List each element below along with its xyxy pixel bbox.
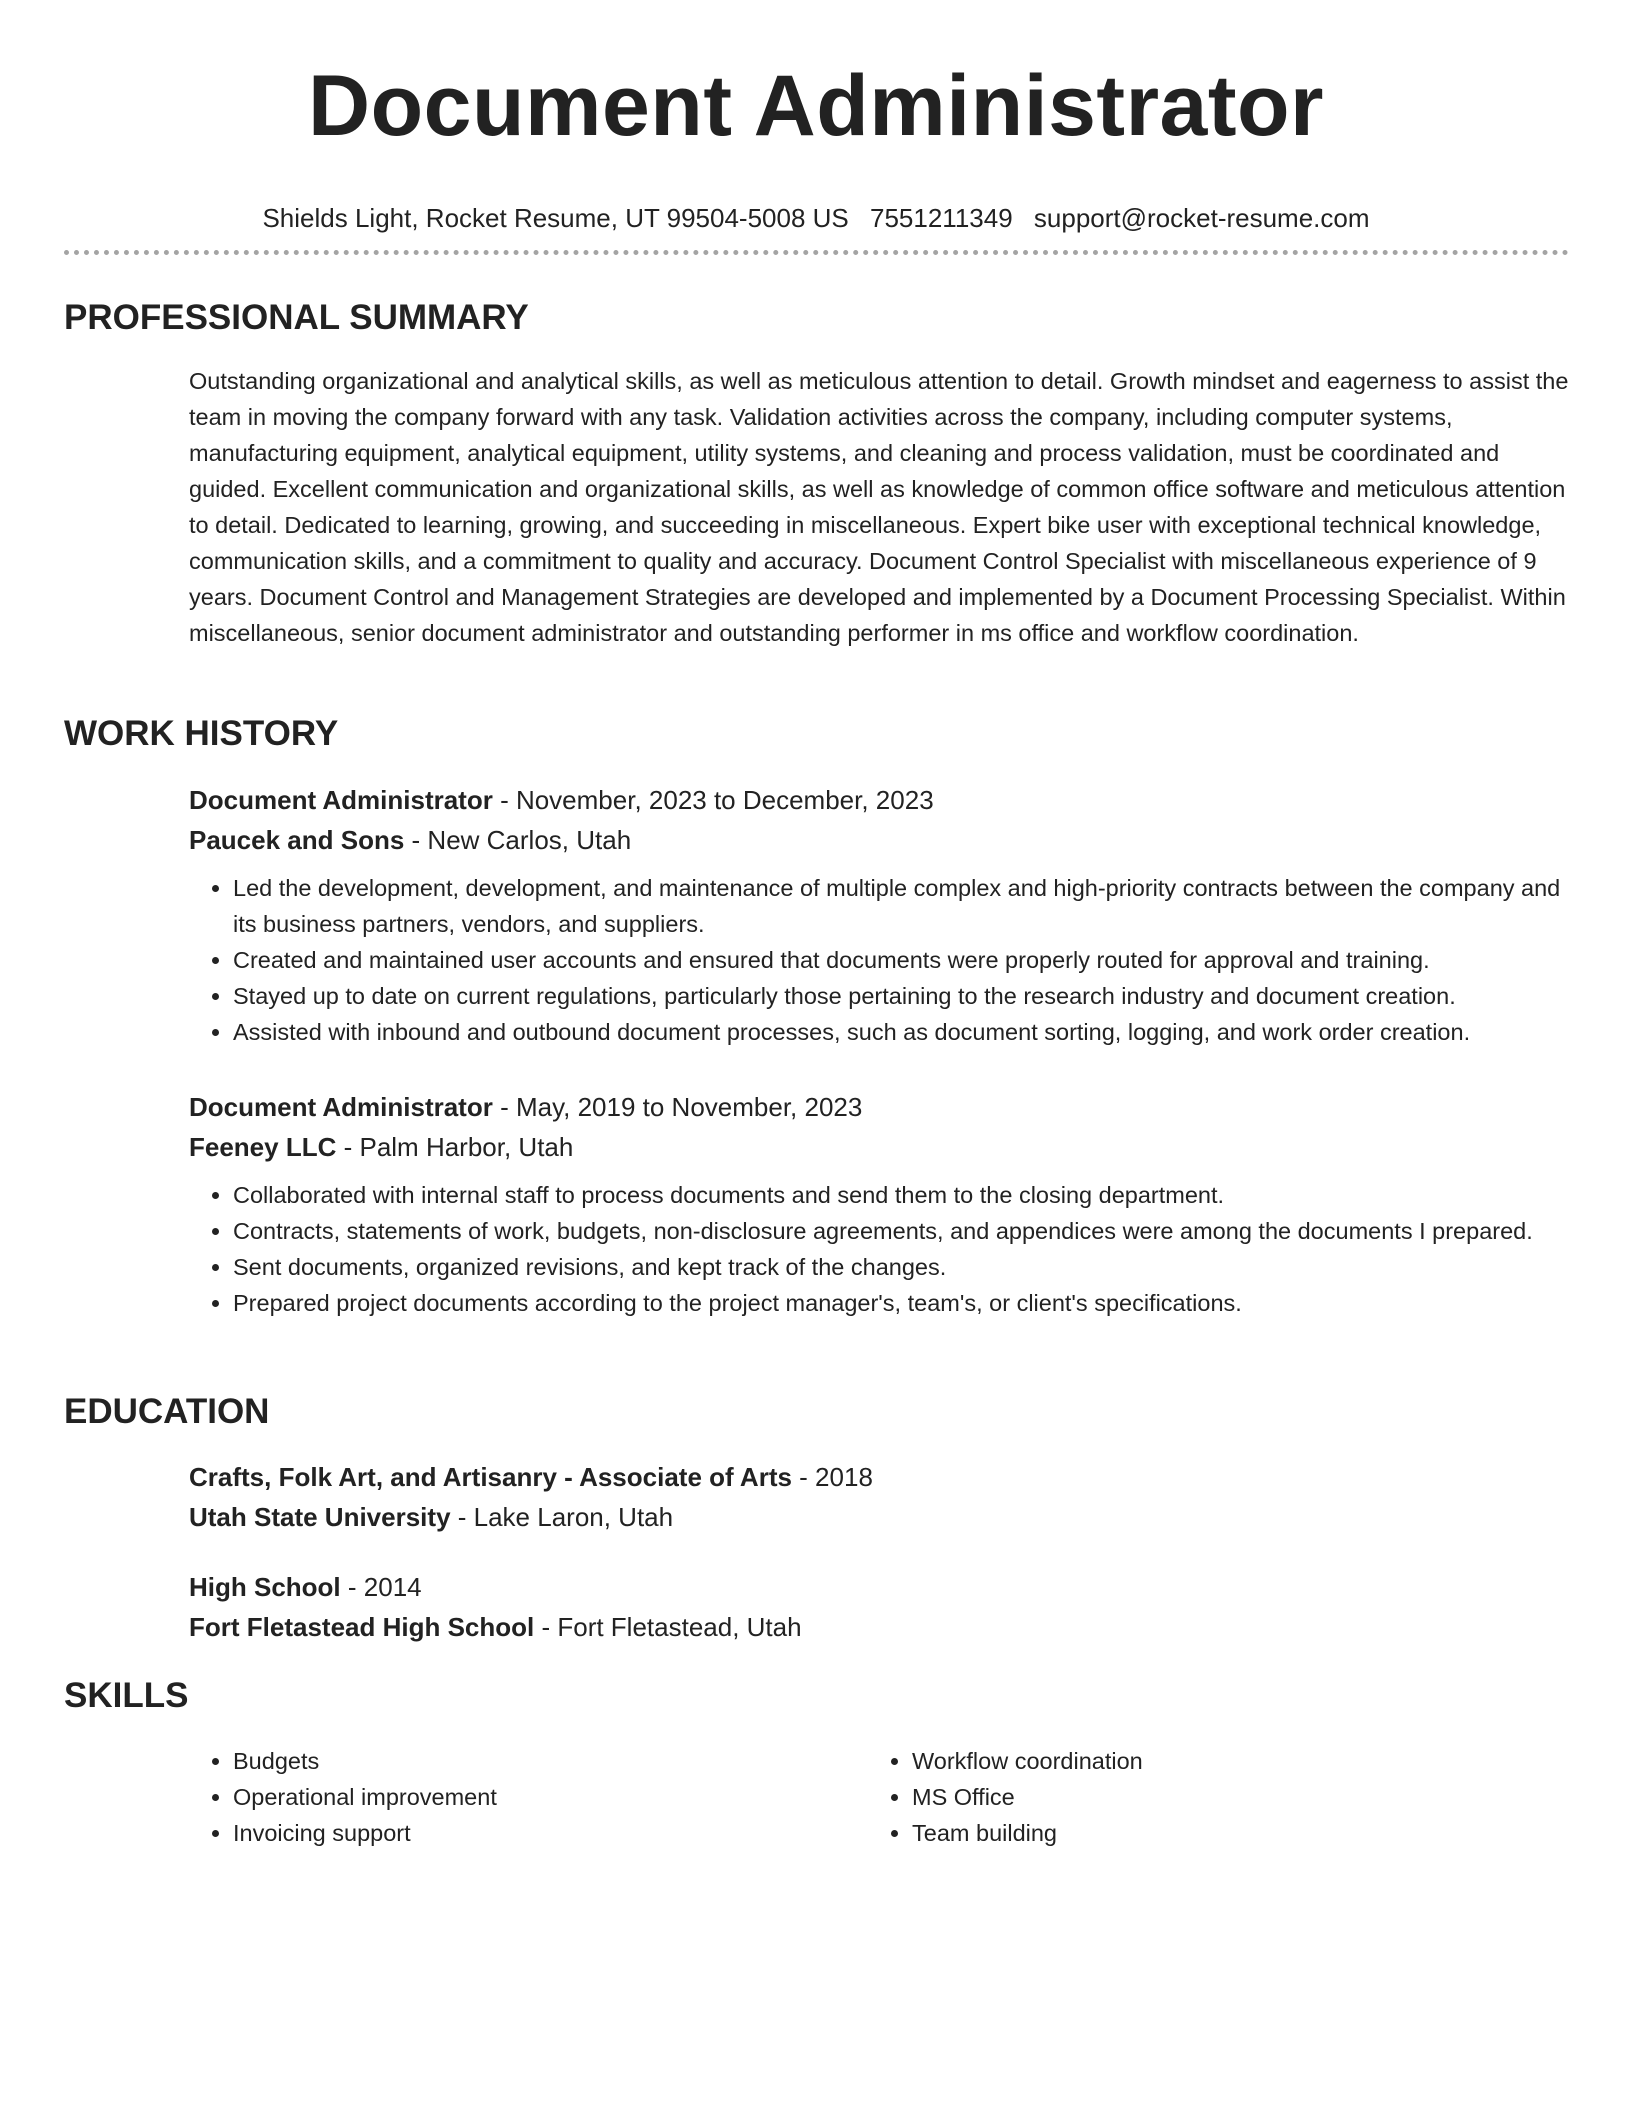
skills-list xyxy=(868,1743,1508,1851)
contact-phone: 7551211349 xyxy=(870,203,1013,233)
education-entry xyxy=(189,1457,1569,1537)
job-duty: • Prepared project documents according to the project manager's, team's, or client's specifications. xyxy=(233,1285,1569,1321)
job-company: Paucek and Sons xyxy=(189,825,405,855)
candidate-name: Document Administrator xyxy=(308,58,1324,154)
school-line xyxy=(189,1607,1569,1647)
job-company-line xyxy=(189,820,1569,860)
work-history-heading: WORK HISTORY xyxy=(64,714,339,753)
degree-name: Crafts, Folk Art, and Artisanry - Associate of Arts xyxy=(189,1462,792,1492)
job-role: Document Administrator xyxy=(189,1092,493,1122)
school-line xyxy=(189,1497,1569,1537)
skills-list xyxy=(189,1743,829,1851)
job-company: Feeney LLC xyxy=(189,1132,337,1162)
job-dates: - November, 2023 to December, 2023 xyxy=(492,785,934,815)
job-entry xyxy=(189,780,1569,1050)
job-duty: • Sent documents, organized revisions, and kept track of the changes. xyxy=(233,1249,1569,1285)
degree-line xyxy=(189,1457,1569,1497)
job-location: - Palm Harbor, Utah xyxy=(336,1132,574,1162)
summary-text: Outstanding organizational and analytical skills, as well as meticulous attention to detail. Growth mindset and eagerness to assist the team in moving the company forward with any task. Validation activities across the company, including computer systems, manufacturing equipment, analytical equipment, utility systems, and cleaning and process validation, must be coordinated and guided. Excellent communication and organizational skills, as well as knowledge of common office software and meticulous attention to detail. Dedicated to learning, growing, and succeeding in miscellaneous. Expert bike user with exceptional technical knowledge, communication skills, and a commitment to quality and accuracy. Document Control Specialist with miscellaneous experience of 9 years. Document Control and Management Strategies are developed and implemented by a Document Processing Specialist. Within miscellaneous, senior document administrator and outstanding performer in ms office and workflow coordination. xyxy=(189,368,1569,646)
job-duty: • Collaborated with internal staff to process documents and send them to the closing department. xyxy=(233,1177,1569,1213)
education-heading: EDUCATION xyxy=(64,1392,270,1431)
degree-year: - 2014 xyxy=(340,1572,422,1602)
job-duties-list xyxy=(189,1177,1569,1321)
contact-line xyxy=(0,202,1632,234)
skills-column-right xyxy=(868,1743,1508,1851)
job-duty: • Created and maintained user accounts and ensured that documents were properly routed for approval and training. xyxy=(233,942,1569,978)
school-location: - Lake Laron, Utah xyxy=(450,1502,674,1532)
summary-section xyxy=(189,363,1569,651)
skills-heading: SKILLS xyxy=(64,1676,189,1715)
job-duty: • Contracts, statements of work, budgets, non-disclosure agreements, and appendices were among the documents I prepared. xyxy=(233,1213,1569,1249)
job-role: Document Administrator xyxy=(189,785,493,815)
education-entry xyxy=(189,1567,1569,1647)
skill-item: • Invoicing support xyxy=(233,1815,829,1851)
job-duty: • Led the development, development, and maintenance of multiple complex and high-priority contracts between the company and its business partners, vendors, and suppliers. xyxy=(233,870,1569,942)
contact-address: Shields Light, Rocket Resume, UT 99504-5008 US xyxy=(262,203,849,233)
job-company-line xyxy=(189,1127,1569,1167)
degree-name: High School xyxy=(189,1572,341,1602)
contact-email: support@rocket-resume.com xyxy=(1033,203,1370,233)
skill-item: • MS Office xyxy=(912,1779,1508,1815)
school-name: Utah State University xyxy=(189,1502,451,1532)
summary-heading: PROFESSIONAL SUMMARY xyxy=(64,298,529,337)
job-entry xyxy=(189,1087,1569,1321)
skill-item: • Budgets xyxy=(233,1743,829,1779)
job-title-line xyxy=(189,1087,1569,1127)
skill-item: • Operational improvement xyxy=(233,1779,829,1815)
degree-year: - 2018 xyxy=(791,1462,873,1492)
skills-column-left xyxy=(189,1743,829,1851)
job-duty: • Assisted with inbound and outbound document processes, such as document sorting, logging, and work order creation. xyxy=(233,1014,1569,1050)
job-dates: - May, 2019 to November, 2023 xyxy=(492,1092,863,1122)
skill-item: • Team building xyxy=(912,1815,1508,1851)
job-title-line xyxy=(189,780,1569,820)
header-divider xyxy=(64,250,1569,255)
job-duty: • Stayed up to date on current regulations, particularly those pertaining to the research industry and document creation. xyxy=(233,978,1569,1014)
school-location: - Fort Fletastead, Utah xyxy=(534,1612,802,1642)
skill-item: • Workflow coordination xyxy=(912,1743,1508,1779)
job-location: - New Carlos, Utah xyxy=(404,825,632,855)
degree-line xyxy=(189,1567,1569,1607)
job-duties-list xyxy=(189,870,1569,1050)
resume-header xyxy=(0,0,1632,234)
school-name: Fort Fletastead High School xyxy=(189,1612,535,1642)
